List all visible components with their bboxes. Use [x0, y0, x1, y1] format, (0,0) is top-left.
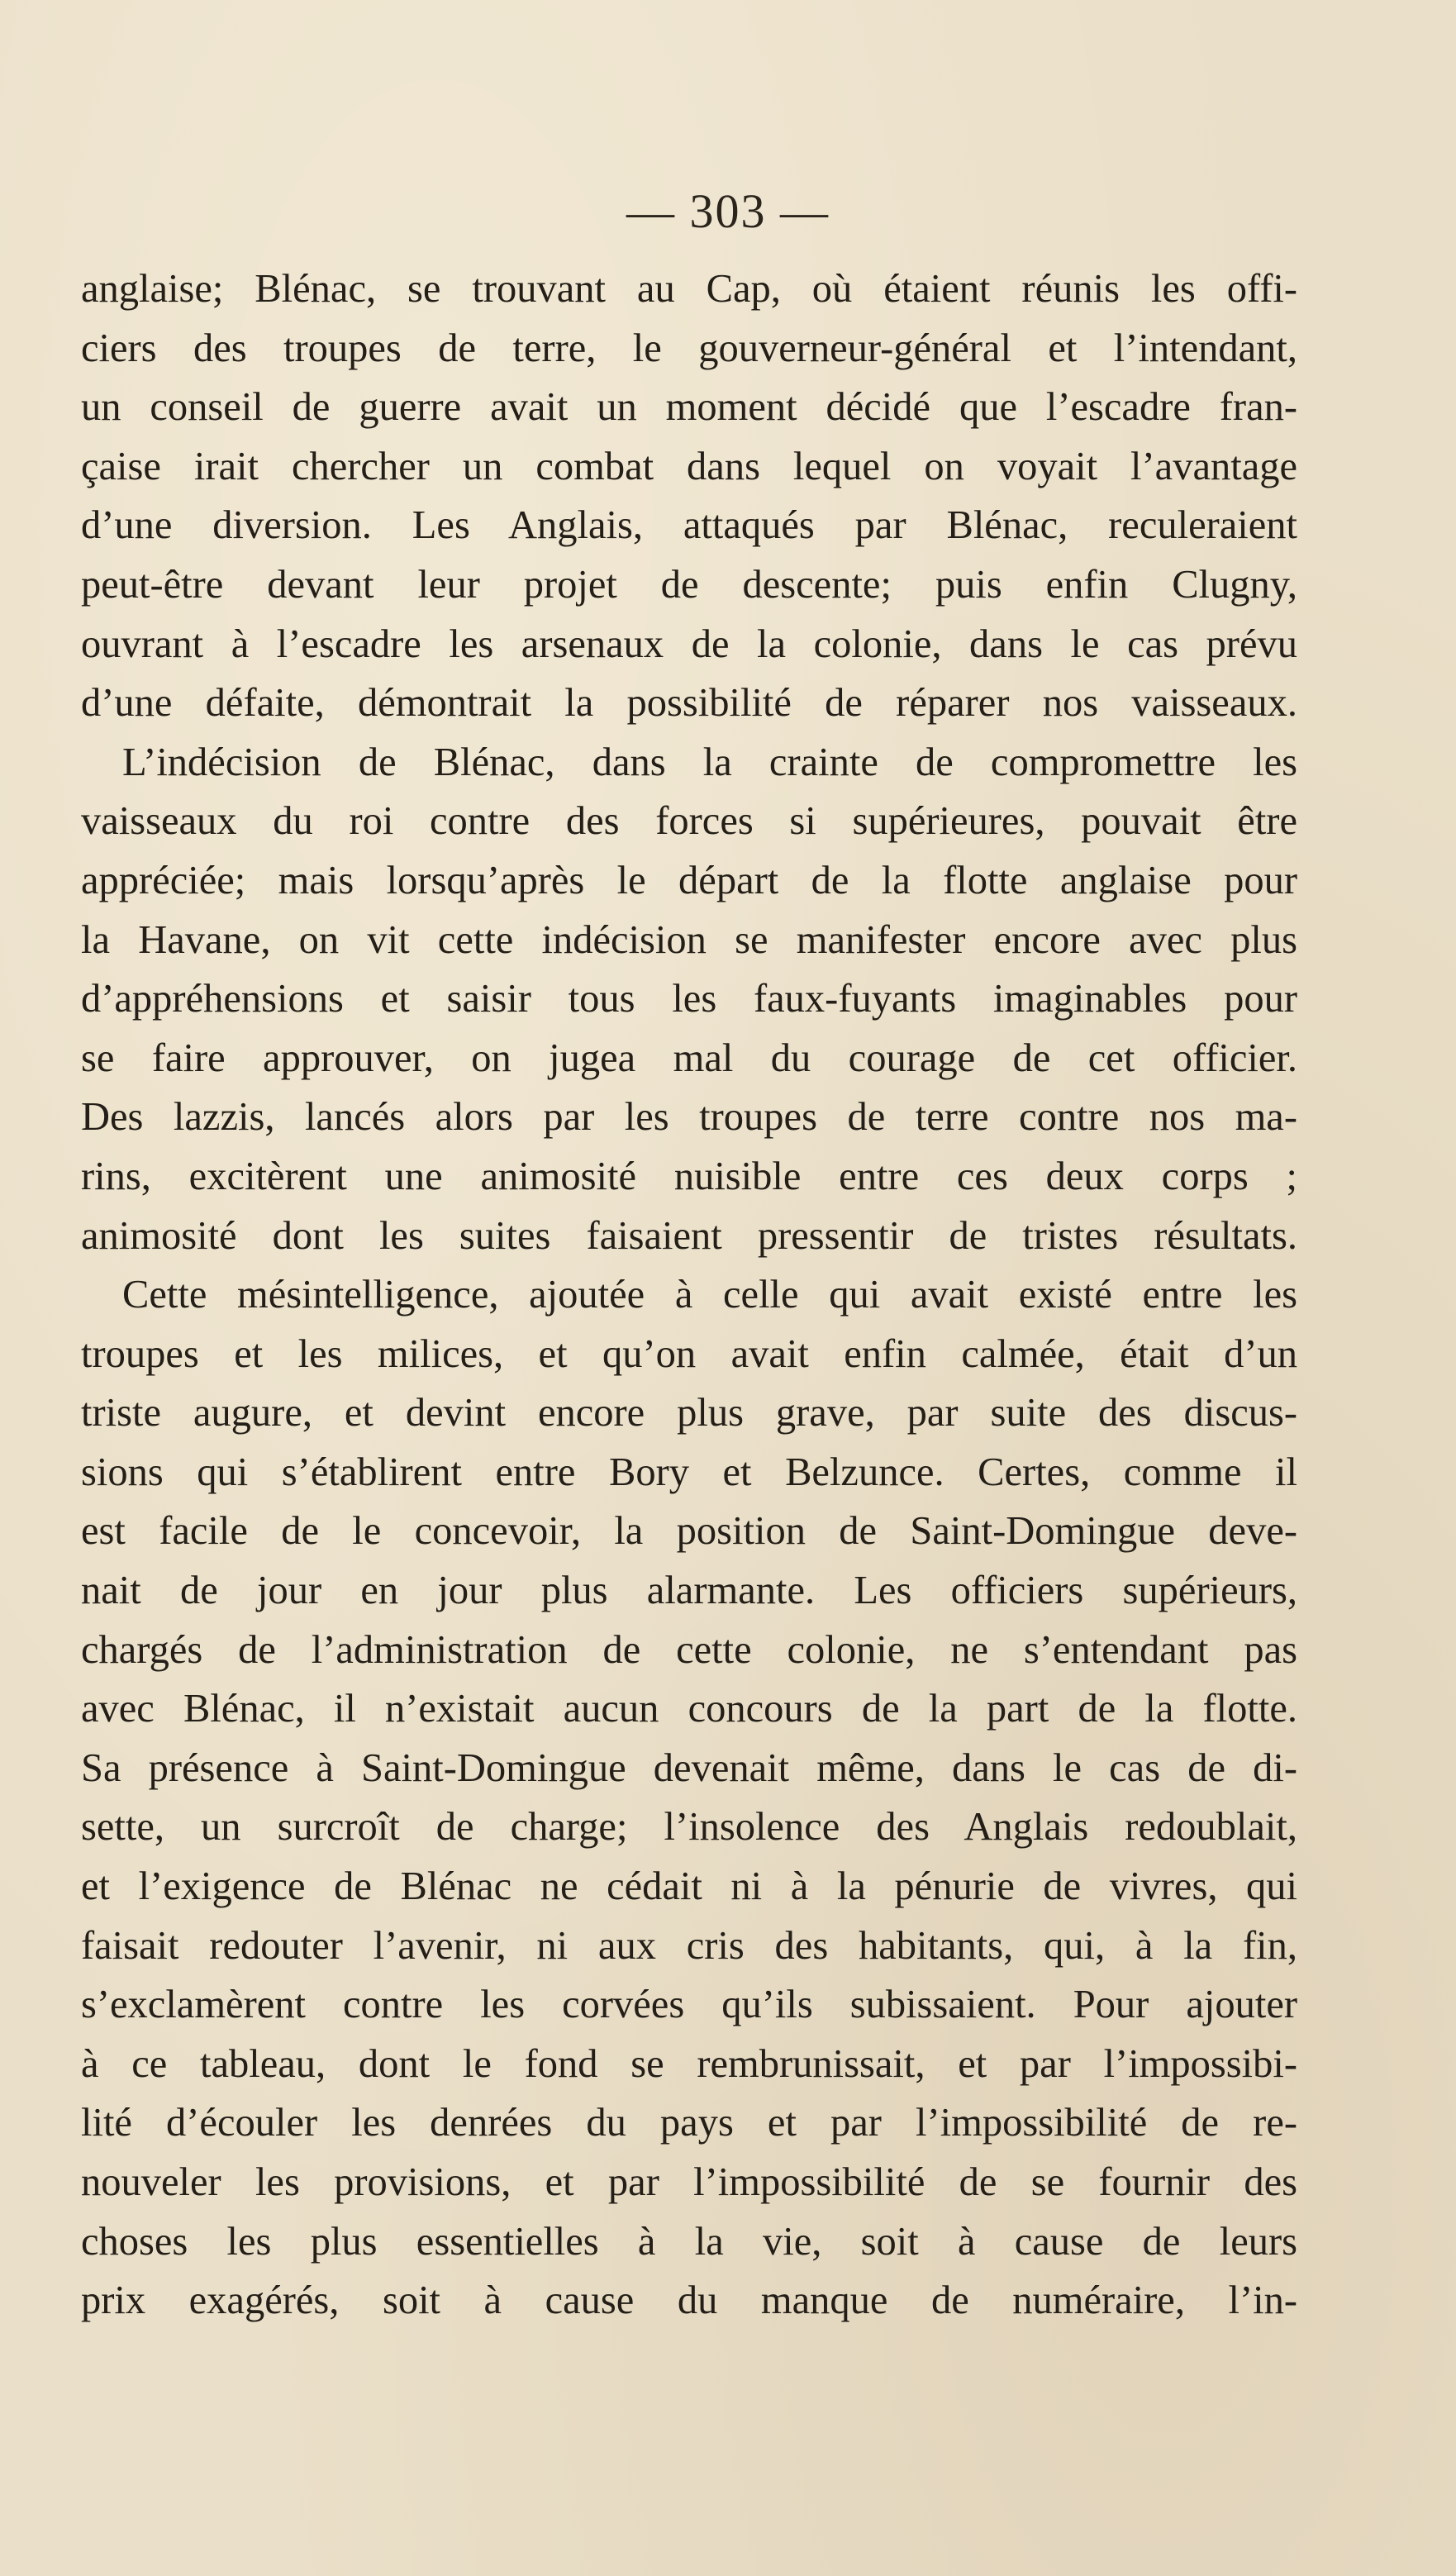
text-line: chargés de l’administration de cette colonie, ne s’entendant pas — [81, 1627, 1297, 1672]
text-line: s’exclamèrent contre les corvées qu’ils subissaient. Pour ajouter — [81, 1983, 1297, 2027]
text-line: ciers des troupes de terre, le gouverneur-général et l’intendant, — [81, 326, 1297, 370]
text-line: L’indécision de Blénac, dans la crainte de compromettre les — [122, 740, 1297, 784]
text-line: ouvrant à l’escadre les arsenaux de la colonie, dans le cas prévu — [81, 621, 1297, 666]
text-line: prix exagérés, soit à cause du manque de numéraire, l’in- — [81, 2278, 1297, 2323]
text-line: animosité dont les suites faisaient pressentir de tristes résultats. — [81, 1213, 1297, 1258]
text-line: troupes et les milices, et qu’on avait enfin calmée, était d’un — [81, 1331, 1297, 1376]
text-line: est facile de le concevoir, la position de Saint-Domingue deve- — [81, 1509, 1297, 1554]
text-line: Cette mésintelligence, ajoutée à celle qui avait existé entre les — [122, 1273, 1297, 1317]
text-line: un conseil de guerre avait un moment décidé que l’escadre fran- — [81, 385, 1297, 430]
text-line: Sa présence à Saint-Domingue devenait même, dans le cas de di- — [81, 1745, 1297, 1790]
text-line: et l’exigence de Blénac ne cédait ni à la pénurie de vivres, qui — [81, 1864, 1297, 1909]
text-line: choses les plus essentielles à la vie, soit à cause de leurs — [81, 2219, 1297, 2264]
text-line: la Havane, on vit cette indécision se manifester encore avec plus — [81, 917, 1297, 962]
text-line: sions qui s’établirent entre Bory et Belzunce. Certes, comme il — [81, 1450, 1297, 1494]
text-line: Des lazzis, lancés alors par les troupes de terre contre nos ma- — [81, 1095, 1297, 1140]
text-line: à ce tableau, dont le fond se rembrunissait, et par l’impossibi- — [81, 2041, 1297, 2086]
text-line: çaise irait chercher un combat dans lequel on voyait l’avantage — [81, 444, 1297, 488]
text-line: lité d’écouler les denrées du pays et par l’impossibilité de re- — [81, 2101, 1297, 2145]
text-line: d’une diversion. Les Anglais, attaqués par Blénac, reculeraient — [81, 503, 1297, 548]
text-line: triste augure, et devint encore plus grave, par suite des discus- — [81, 1391, 1297, 1436]
text-line: avec Blénac, il n’existait aucun concours de la part de la flotte. — [81, 1687, 1297, 1731]
text-line: rins, excitèrent une animosité nuisible entre ces deux corps ; — [81, 1154, 1297, 1198]
text-line: vaisseaux du roi contre des forces si supérieures, pouvait être — [81, 799, 1297, 844]
text-line: faisait redouter l’avenir, ni aux cris des habitants, qui, à la fin, — [81, 1923, 1297, 1968]
text-line: d’appréhensions et saisir tous les faux-fuyants imaginables pour — [81, 977, 1297, 1021]
text-line: appréciée; mais lorsqu’après le départ de la flotte anglaise pour — [81, 858, 1297, 902]
text-line: se faire approuver, on jugea mal du courage de cet officier. — [81, 1036, 1297, 1080]
text-line: sette, un surcroît de charge; l’insolence des Anglais redoublait, — [81, 1805, 1297, 1850]
text-line: nait de jour en jour plus alarmante. Les officiers supérieurs, — [81, 1569, 1297, 1613]
text-line: peut-être devant leur projet de descente; puis enfin Clugny, — [81, 562, 1297, 607]
body-text — [81, 260, 1297, 2331]
text-line: nouveler les provisions, et par l’impossibilité de se fournir des — [81, 2160, 1297, 2204]
text-line: d’une défaite, démontrait la possibilité de réparer nos vaisseaux. — [81, 681, 1297, 726]
text-line: anglaise; Blénac, se trouvant au Cap, où étaient réunis les offi- — [81, 267, 1297, 311]
page-number: — 303 — — [626, 184, 830, 238]
